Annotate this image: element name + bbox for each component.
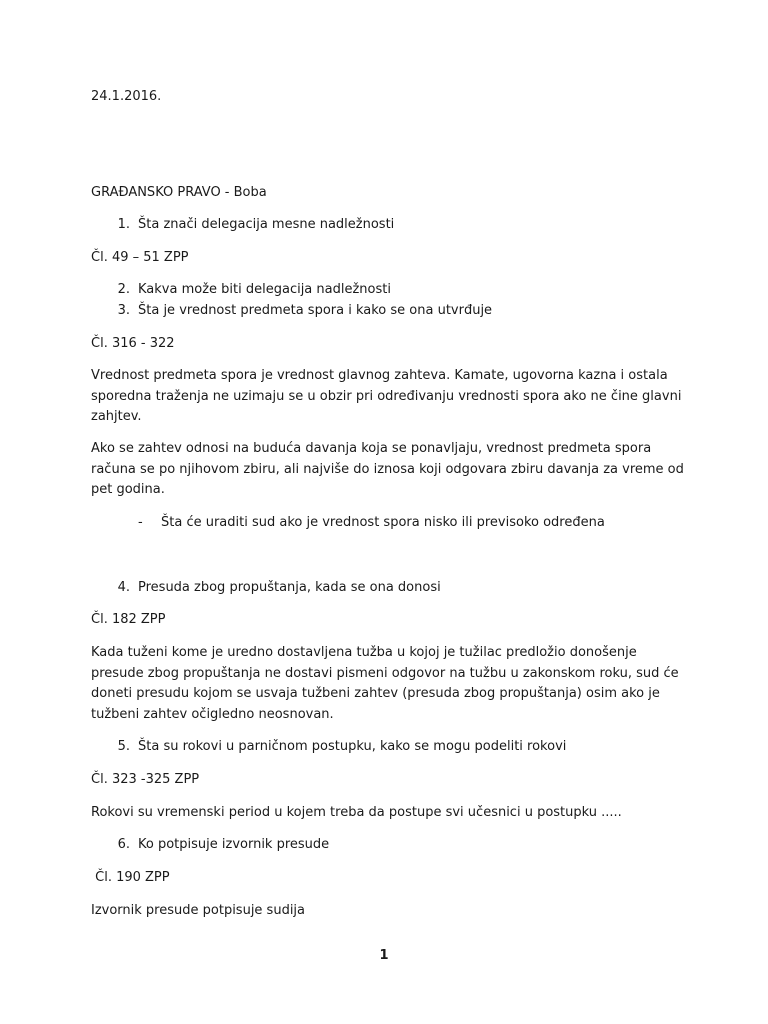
- document-date: 24.1.2016.: [91, 89, 162, 104]
- list-item-text: Šta su rokovi u parničnom postupku, kako se mogu podeliti rokovi: [138, 739, 567, 754]
- law-reference: Čl. 182 ZPP: [91, 612, 166, 627]
- paragraph: Ako se zahtev odnosi na buduća davanja koja se ponavljaju, vrednost predmeta spora računa se po njihovom zbiru, ali najviše do iznosa koji odgovara zbiru davanja za vreme od pet godina.: [91, 441, 684, 498]
- list-item-number: 1.: [117, 217, 130, 232]
- list-item-text: Ko potpisuje izvornik presude: [138, 837, 330, 852]
- list-item-text: Kakva može biti delegacija nadležnosti: [138, 282, 391, 297]
- paragraph: Izvornik presude potpisuje sudija: [91, 903, 306, 918]
- law-reference: Čl. 190 ZPP: [91, 870, 170, 885]
- document-heading: GRAĐANSKO PRAVO - Boba: [91, 185, 267, 200]
- paragraph: Vrednost predmeta spora je vrednost glavnog zahteva. Kamate, ugovorna kazna i ostala sporedna traženja ne uzimaju se u obzir pri određivanju vrednosti spora ako ne čine glavni zahjtev.: [91, 368, 682, 425]
- list-item-number: 2.: [117, 282, 130, 297]
- law-reference: Čl. 49 – 51 ZPP: [91, 250, 189, 265]
- paragraph: Kada tuženi kome je uredno dostavljena tužba u kojoj je tužilac predložio donošenje presude zbog propuštanja ne dostavi pismeni odgovor na tužbu u zakonskom roku, sud će doneti presudu kojom se usvaja tužbeni zahtev (presuda zbog propuštanja) osim ako je tužbeni zahtev očigledno neosnovan.: [91, 645, 679, 723]
- list-dash: -: [138, 515, 143, 530]
- law-reference: Čl. 316 - 322: [91, 336, 175, 351]
- law-reference: Čl. 323 -325 ZPP: [91, 772, 200, 787]
- list-item-number: 4.: [117, 580, 130, 595]
- page-number: 1: [379, 948, 389, 963]
- list-item-text: Šta znači delegacija mesne nadležnosti: [138, 217, 395, 232]
- list-item-text: Šta je vrednost predmeta spora i kako se ona utvrđuje: [138, 303, 493, 318]
- paragraph: Rokovi su vremenski period u kojem treba da postupe svi učesnici u postupku .....: [91, 805, 622, 820]
- list-item-number: 3.: [117, 303, 130, 318]
- list-item-text: Presuda zbog propuštanja, kada se ona donosi: [138, 580, 441, 595]
- list-item-number: 5.: [117, 739, 130, 754]
- sub-list-item-text: Šta će uraditi sud ako je vrednost spora nisko ili previsoko određena: [161, 515, 605, 530]
- list-item-number: 6.: [117, 837, 130, 852]
